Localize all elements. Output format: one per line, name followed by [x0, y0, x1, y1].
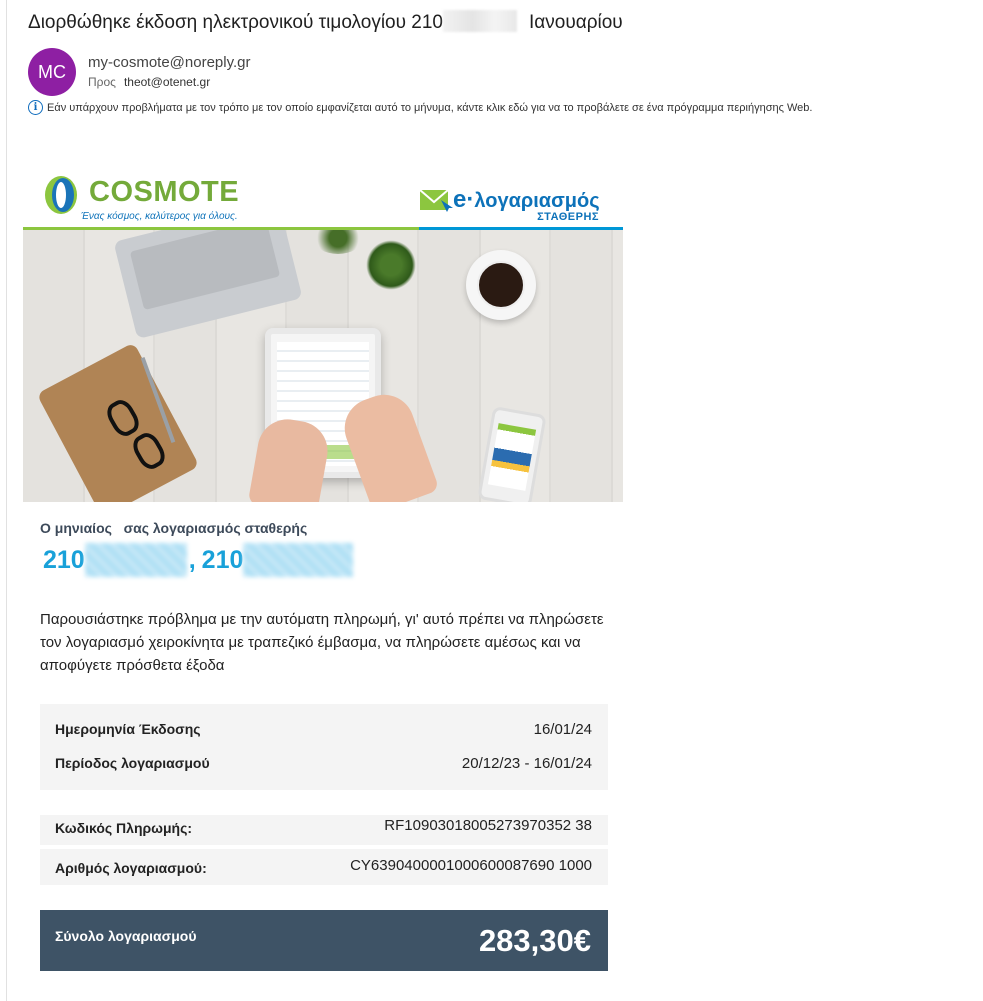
total-amount: 283,30€ — [478, 923, 591, 958]
notice-text[interactable]: Εάν υπάρχουν προβλήματα με τον τρόπο με τον οποίο εμφανίζεται αυτό το μήνυμα, κάντε κλικ εδώ για να το προβάλετε σε ένα πρόγραμμα περιήγησης Web. — [47, 101, 813, 114]
cosmote-tagline: Ένας κόσμος, καλύτερος για όλους. — [81, 211, 238, 222]
cosmote-logo-area[interactable] — [23, 168, 419, 230]
redacted-number — [443, 10, 517, 32]
cosmote-logo-icon — [41, 175, 81, 215]
billing-period-label: Περίοδος λογαριασμού — [55, 755, 210, 771]
email-subject — [28, 10, 623, 34]
recipient-address[interactable]: theot@otenet.gr — [123, 75, 211, 89]
info-icon: i — [28, 100, 43, 115]
hero-image — [23, 230, 623, 502]
payment-problem-message: Παρουσιάστηκε πρόβλημα με την αυτόματη πληρωμή, γι' αυτό πρέπει να πληρώσετε τον λογαριασμό χειροκίνητα με τραπεζικό έμβασμα, να πληρώσετε αμέσως και να αποφύγετε πρόσθετα έξοδα — [40, 611, 604, 674]
plant-shape — [366, 240, 416, 290]
subject-prefix: Διορθώθηκε έκδοση ηλεκτρονικού τιμολογίου 210 — [28, 12, 443, 33]
billing-period-row — [55, 746, 592, 780]
payment-code-label: Κωδικός Πληρωμής: — [55, 820, 193, 836]
e-bill-wordmark — [453, 186, 600, 214]
issue-date-value: 16/01/24 — [533, 720, 592, 738]
sender-avatar[interactable]: MC — [28, 48, 76, 96]
account-number-value: CY6390400001000600087690 1000 — [350, 857, 592, 874]
redacted-number — [85, 543, 187, 577]
payment-code-value: RF10903018005273970352 38 — [384, 817, 592, 834]
payment-info-box — [40, 815, 608, 885]
bill-title: Ο μηνιαίος σας λογαριασμός σταθερής — [40, 520, 308, 536]
recipient-line — [88, 75, 210, 89]
e-bill-logo-area — [419, 168, 623, 230]
bill-details-box — [40, 704, 608, 790]
phone-number-prefix-2: 210 — [201, 545, 244, 574]
account-number-label: Αριθμός λογαριασμού: — [55, 860, 207, 876]
billing-period-value: 20/12/23 - 16/01/24 — [461, 754, 592, 772]
to-label: Προς — [88, 75, 116, 89]
e-word: λογαριασμός — [474, 190, 600, 212]
redacted-number — [243, 543, 353, 577]
sender-address[interactable]: my-cosmote@noreply.gr — [88, 54, 251, 71]
e-prefix: e· — [453, 186, 475, 213]
phone-numbers — [43, 544, 623, 576]
envelope-icon — [419, 186, 453, 216]
total-amount-box — [40, 910, 608, 971]
e-bill-subtitle: ΣΤΑΘΕΡΗΣ — [537, 211, 599, 223]
issue-date-label: Ημερομηνία Έκδοσης — [55, 721, 201, 737]
plant-shape — [313, 230, 363, 254]
coffee-shape — [477, 261, 525, 309]
phone-number-prefix-1: 210 — [43, 545, 85, 574]
display-issue-notice[interactable] — [28, 100, 812, 115]
cosmote-wordmark: COSMOTE — [89, 176, 240, 208]
payment-code-row — [55, 815, 592, 845]
reading-pane-border — [6, 0, 7, 1001]
email-banner — [23, 168, 623, 230]
subject-suffix: Ιανουαρίου — [529, 12, 623, 33]
account-number-row — [55, 849, 592, 885]
email-body — [23, 168, 623, 971]
number-separator: , — [188, 545, 196, 574]
total-label: Σύνολο λογαριασμού — [55, 928, 197, 944]
issue-date-row — [55, 712, 592, 746]
